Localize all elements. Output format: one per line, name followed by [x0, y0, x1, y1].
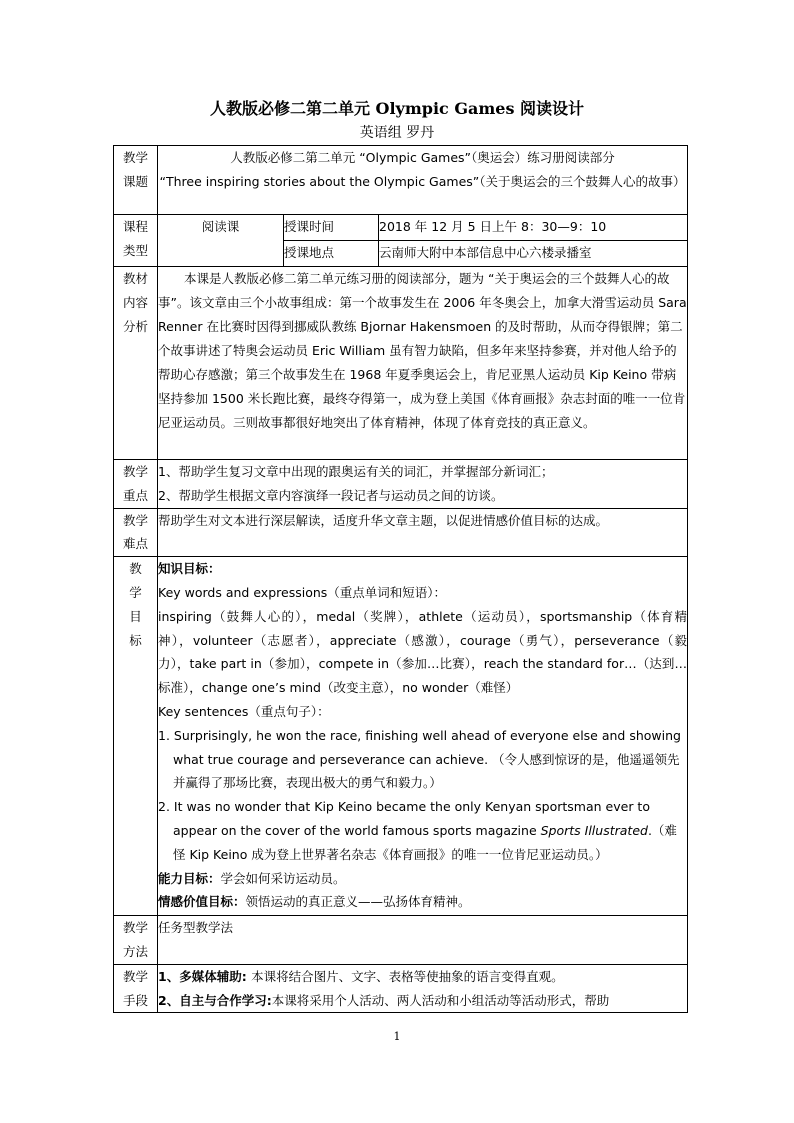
emotion-title: 情感价值目标： [158, 894, 246, 910]
label-difficulty-line: 难点 [122, 536, 148, 552]
row-objectives [114, 557, 688, 916]
label-type [114, 215, 158, 267]
objectives-content [158, 557, 688, 916]
emotion-text: 领悟运动的真正意义——弘扬体育精神。 [245, 894, 471, 910]
label-analysis-line: 内容 [122, 294, 148, 310]
label-type-line: 类型 [122, 242, 148, 258]
label-topic-line: 教学 [122, 150, 148, 165]
ability-text: 学会如何采访运动员。 [220, 870, 346, 886]
means-item-1 [158, 965, 687, 989]
means-item-1-text: 本课将结合图片、文字、表格等使抽象的语言变得直观。 [251, 968, 564, 984]
analysis-content [158, 267, 688, 460]
label-objectives-char: 学 [129, 584, 142, 600]
method-content [158, 916, 688, 965]
label-objectives-char: 标 [129, 632, 142, 648]
row-topic [114, 146, 688, 215]
means-content [158, 964, 688, 1013]
means-item-2-title: 2、自主与合作学习: [158, 992, 272, 1008]
time-label: 授课时间 [284, 215, 379, 241]
label-analysis-line: 分析 [122, 318, 148, 334]
topic-line-2: “Three inspiring stories about the Olympic Games”（关于奥运会的三个鼓舞人心的故事） [159, 173, 686, 189]
row-analysis [114, 267, 688, 460]
key-point-item: 2、帮助学生根据文章内容演绎一段记者与运动员之间的访谈。 [158, 487, 504, 503]
row-difficulty [114, 508, 688, 557]
row-type-time [114, 215, 688, 241]
key-sentences-heading: Key sentences（重点句子）： [158, 703, 330, 719]
key-points-content [158, 460, 688, 509]
method-text: 任务型教学法 [158, 920, 234, 936]
label-type-line: 课程 [122, 219, 148, 234]
key-words-heading: Key words and expressions（重点单词和短语）： [158, 584, 447, 600]
label-means-line: 教学 [122, 968, 148, 984]
means-item-2-text: 本课将采用个人活动、两人活动和小组活动等活动形式，帮助 [271, 992, 610, 1008]
label-analysis [114, 267, 158, 460]
key-point-item: 1、帮助学生复习文章中出现的跟奥运有关的词汇，并掌握部分新词汇； [158, 464, 554, 479]
means-item-1-title: 1、多媒体辅助: [158, 968, 252, 984]
place-label: 授课地点 [284, 241, 379, 267]
row-method [114, 916, 688, 965]
label-key-line: 教学 [122, 464, 148, 479]
label-objectives [114, 557, 158, 916]
time-value: 2018 年 12 月 5 日上午 8：30—9：10 [379, 215, 688, 241]
course-type-text: 阅读课 [201, 219, 240, 234]
sentence-2-tail: .（难怪 Kip Keino 成为登上世界著名杂志《体育画报》的唯一一位肯尼亚运动员。） [173, 822, 677, 862]
label-means-line: 手段 [122, 992, 148, 1008]
document-title: 人教版必修二第二单元 Olympic Games 阅读设计 [209, 99, 585, 118]
label-difficulty [114, 508, 158, 557]
knowledge-title: 知识目标： [158, 561, 221, 577]
author-line: 英语组 罗丹 [359, 125, 435, 141]
key-words-list: inspiring（鼓舞人心的），medal（奖牌），athlete（运动员），sportsmanship（体育精神），volunteer（志愿者），appreciate（感激），courage（勇气），perseverance（毅力），take part in（参加），compete in（参加…比赛），reach the standard for…（达到…标准），change one’s mind（改变主意），no wonder（难怪） [158, 608, 688, 696]
ability-objective [158, 867, 687, 891]
topic-line-1: 人教版必修二第二单元 “Olympic Games”（奥运会）练习册阅读部分 [230, 150, 615, 165]
course-type-value [158, 215, 284, 267]
label-analysis-line: 教材 [122, 271, 148, 286]
label-method-line: 教学 [122, 920, 148, 936]
means-item-2 [158, 989, 687, 1013]
label-difficulty-line: 教学 [122, 512, 148, 528]
label-key-line: 重点 [122, 487, 148, 503]
label-topic [114, 146, 158, 215]
difficulty-content [158, 508, 688, 557]
emotion-objective [158, 890, 687, 914]
page-number: 1 [393, 1030, 401, 1043]
label-objectives-char: 目 [129, 608, 142, 624]
difficulty-text: 帮助学生对文本进行深层解读，适度升华文章主题，以促进情感价值目标的达成。 [158, 512, 609, 528]
sentence-2-lead: 2. It was no wonder that Kip Keino became the only Kenyan sportsman ever to appear on the cover of the world famous sports magazine [158, 799, 650, 838]
label-topic-line: 课题 [122, 173, 148, 189]
label-key-points [114, 460, 158, 509]
magazine-title: Sports Illustrated [540, 822, 648, 838]
label-method-line: 方法 [122, 943, 148, 959]
row-means [114, 964, 688, 1013]
label-objectives-char: 教 [129, 561, 142, 577]
row-key-points [114, 460, 688, 509]
ability-title: 能力目标： [158, 870, 221, 886]
key-sentence-2 [158, 795, 687, 866]
lesson-plan-table [113, 145, 688, 1013]
label-means [114, 964, 158, 1013]
analysis-paragraph: 本课是人教版必修二第二单元练习册的阅读部分，题为 “关于奥运会的三个鼓舞人心的故事”。该文章由三个小故事组成：第一个故事发生在 2006 年冬奥会上，加拿大滑雪运动员 Sara Renner 在比赛时因得到挪威队教练 Bjornar Hakensmoen 的及时帮助，从而夺得银牌；第二个故事讲述了特奥会运动员 Eric William 虽有智力缺陷，但多年来坚持参赛，并对他人给予的帮助心存感激；第三个故事发生在 1968 年夏季奥运会上，肯尼亚黑人运动员 Kip Keino 带病坚持参加 1500 米长跑比赛，最终夺得第一，成为登上美国《体育画报》杂志封面的唯一一位肯尼亚运动员。三则故事都很好地突出了体育精神，体现了体育竞技的真正意义。 [158, 271, 687, 430]
key-sentence-1: 1. Surprisingly, he won the race, finishing well ahead of everyone else and showing what true courage and perseverance can achieve. （令人感到惊讶的是，他遥遥领先并赢得了那场比赛，表现出极大的勇气和毅力。） [158, 727, 681, 791]
place-value: 云南师大附中本部信息中心六楼录播室 [379, 241, 688, 267]
label-method [114, 916, 158, 965]
topic-content [158, 146, 688, 215]
